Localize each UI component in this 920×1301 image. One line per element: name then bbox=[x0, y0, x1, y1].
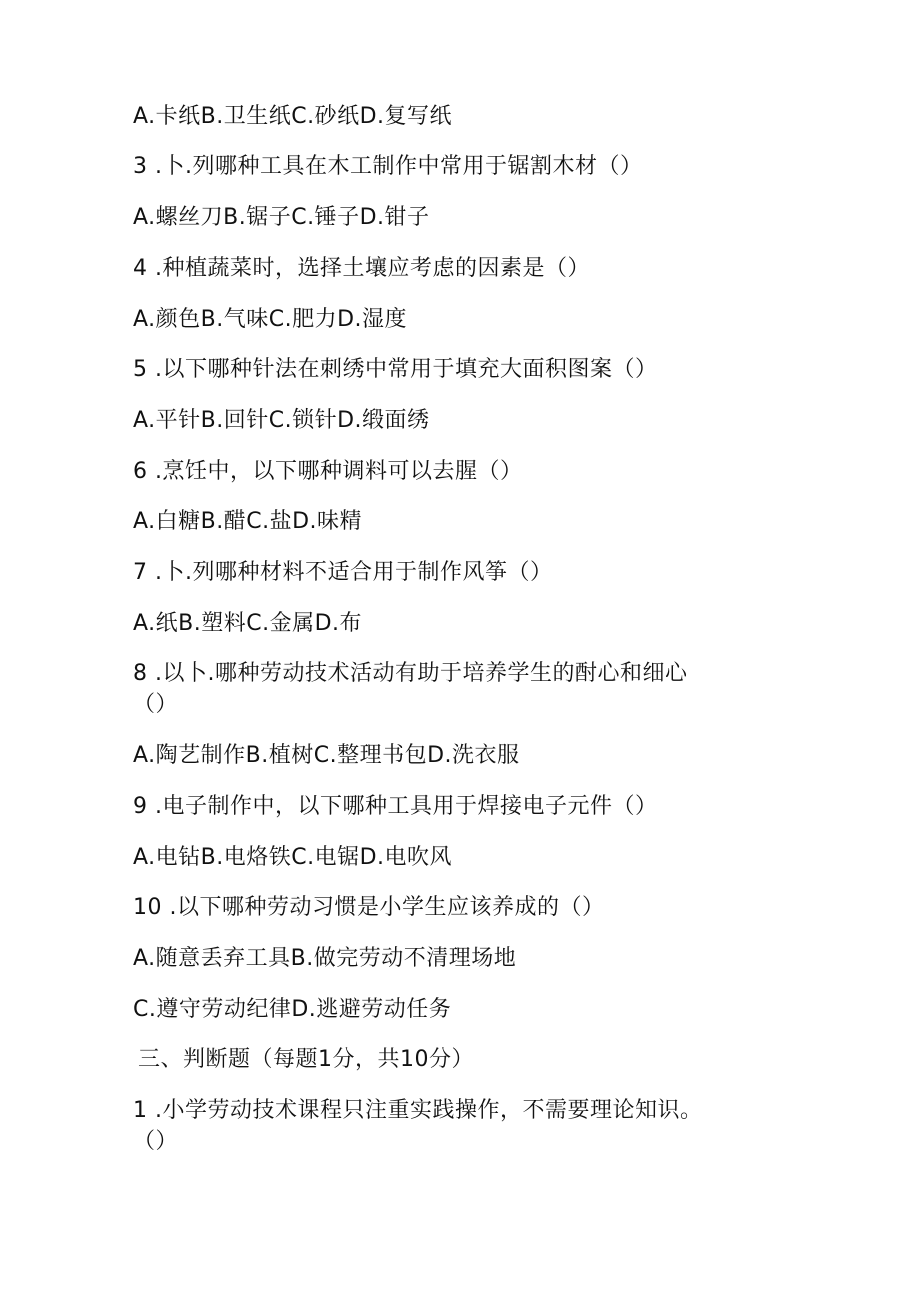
options-q6: A.白糖B.醋C.盐D.味精 bbox=[133, 509, 363, 534]
question-3: 3 .卜.列哪种工具在木工制作中常用于锯割木材（） bbox=[133, 154, 643, 179]
options-q2: A.卡纸B.卫生纸C.砂纸D.复写纸 bbox=[133, 104, 453, 129]
options-q3: A.螺丝刀B.锯子C.锤子D.钳子 bbox=[133, 205, 430, 230]
options-q4: A.颜色B.气味C.肥力D.湿度 bbox=[133, 307, 408, 332]
options-q9: A.电钻B.电烙铁C.电锯D.电吹风 bbox=[133, 845, 453, 870]
options-q7: A.纸B.塑料C.金属D.布 bbox=[133, 611, 363, 636]
options-q10-cd: C.遵守劳动纪律D.逃避劳动任务 bbox=[133, 997, 452, 1022]
options-q5: A.平针B.回针C.锁针D.缎面绣 bbox=[133, 408, 430, 433]
tf-question-1: 1 .小学劳动技术课程只注重实践操作，不需要理论知识。 bbox=[133, 1098, 703, 1123]
tf-question-1-blank: （） bbox=[133, 1129, 179, 1154]
question-8-blank: （） bbox=[133, 692, 179, 717]
question-5: 5 .以下哪种针法在刺绣中常用于填充大面积图案（） bbox=[133, 357, 658, 382]
question-6: 6 .烹饪中，以下哪种调料可以去腥（） bbox=[133, 459, 523, 484]
question-7: 7 .卜.列哪种材料不适合用于制作风筝（） bbox=[133, 560, 553, 585]
question-9: 9 .电子制作中，以下哪种工具用于焊接电子元件（） bbox=[133, 794, 658, 819]
options-q10-ab: A.随意丢弃工具B.做完劳动不清理场地 bbox=[133, 946, 517, 971]
question-8: 8 .以卜.哪种劳动技术活动有助于培养学生的酎心和细心 bbox=[133, 661, 688, 686]
question-4: 4 .种植蔬菜时，选择土壤应考虑的因素是（） bbox=[133, 256, 590, 281]
section-heading-true-false: 三、判断题（每题1分，共10分） bbox=[138, 1047, 474, 1072]
options-q8: A.陶艺制作B.植树C.整理书包D.洗衣服 bbox=[133, 743, 520, 768]
question-10: 10 .以下哪种劳动习惯是小学生应该养成的（） bbox=[133, 895, 605, 920]
